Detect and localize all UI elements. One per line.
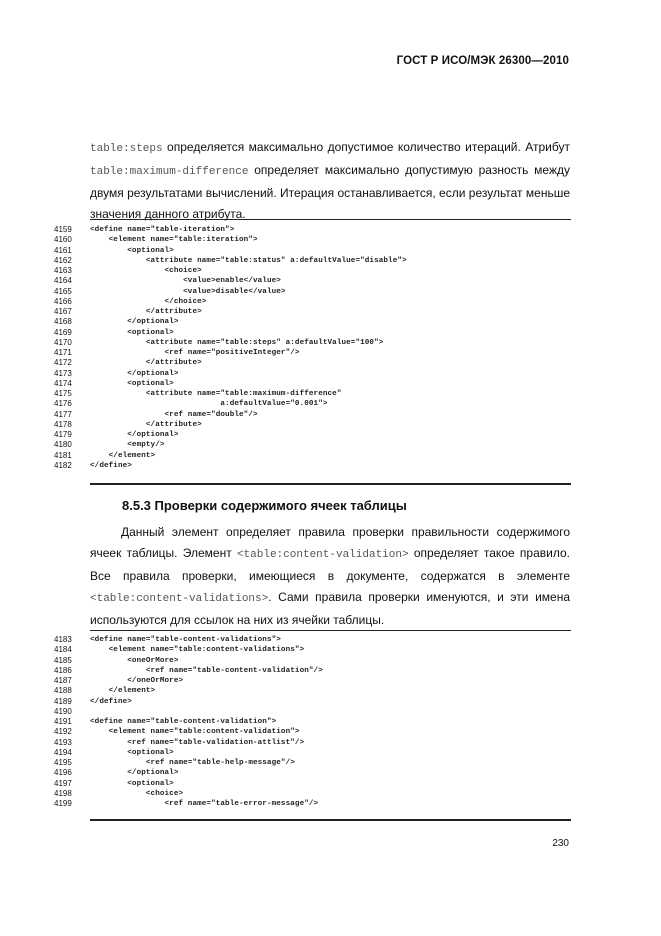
code-text: </element> — [90, 451, 156, 460]
line-number: 4192 — [54, 727, 72, 737]
line-number: 4196 — [54, 768, 72, 778]
code-line — [54, 358, 574, 368]
code-line — [54, 420, 574, 430]
code-text: </oneOrMore> — [90, 677, 184, 685]
line-number: 4165 — [54, 286, 72, 296]
line-number: 4199 — [54, 799, 72, 808]
code-text: </optional> — [90, 431, 179, 439]
code-text: <oneOrMore> — [90, 656, 179, 665]
code-line — [54, 686, 574, 696]
code-text: <ref name="table-validation-attlist"/> — [90, 738, 305, 747]
code-text: <attribute name="table:steps" a:defaultValue="100"> — [90, 338, 384, 347]
code-line — [54, 276, 574, 286]
code-line — [54, 789, 574, 799]
code-text: a:defaultValue="0.001"> — [90, 400, 328, 409]
code-text: </optional> — [90, 318, 179, 327]
line-number: 4174 — [54, 378, 72, 388]
line-number: 4181 — [54, 450, 72, 460]
section-heading: 8.5.3 Проверки содержимого ячеек таблицы — [122, 498, 407, 513]
code-text: <define name="table-content-validation"> — [90, 718, 277, 726]
line-number: 4190 — [54, 706, 72, 716]
code-line — [54, 656, 574, 666]
code-block-iteration — [54, 225, 574, 471]
code-line — [54, 328, 574, 338]
paragraph-text: Данный элемент определяет правила проверки правильности содержимого ячеек таблицы. Элемент — [90, 525, 570, 560]
line-number: 4173 — [54, 368, 72, 378]
line-number: 4193 — [54, 737, 72, 747]
code-text: </define> — [90, 461, 132, 470]
code-line — [54, 451, 574, 461]
line-number: 4183 — [54, 635, 72, 644]
inline-code: table:steps — [90, 143, 163, 155]
inline-code: <table:content-validation> — [236, 549, 409, 561]
inline-code: <table:content-validations> — [90, 593, 269, 605]
code-line — [54, 697, 574, 707]
line-number: 4186 — [54, 665, 72, 675]
code-line — [54, 410, 574, 420]
line-number: 4179 — [54, 430, 72, 439]
code-line — [54, 338, 574, 348]
code-line — [54, 666, 574, 676]
code-line — [54, 758, 574, 768]
inline-code: table:maximum-difference — [90, 166, 249, 178]
code-text: <ref name="table-error-message"/> — [90, 800, 319, 808]
line-number: 4172 — [54, 358, 72, 368]
line-number: 4189 — [54, 696, 72, 706]
code-block-bottom-rule — [90, 483, 571, 485]
code-text: <attribute name="table:status" a:defaultValue="disable"> — [90, 256, 407, 265]
code-text: </define> — [90, 697, 132, 706]
code-line — [54, 246, 574, 256]
line-number: 4191 — [54, 717, 72, 726]
code-block-top-rule — [90, 630, 571, 631]
line-number: 4164 — [54, 276, 72, 286]
code-text: <optional> — [90, 779, 174, 788]
paragraph-content-validation — [90, 522, 570, 631]
code-block-top-rule — [90, 219, 571, 220]
line-number: 4160 — [54, 235, 72, 245]
code-text: <ref name="table-content-validation"/> — [90, 666, 323, 675]
code-text: </optional> — [90, 769, 179, 778]
code-text: <define name="table-iteration"> — [90, 226, 235, 234]
line-number: 4161 — [54, 245, 72, 255]
code-line — [54, 748, 574, 758]
code-line — [54, 287, 574, 297]
code-line — [54, 645, 574, 655]
line-number: 4163 — [54, 266, 72, 275]
code-text: </element> — [90, 687, 156, 696]
line-number: 4162 — [54, 255, 72, 265]
code-text: <optional> — [90, 328, 174, 337]
code-line — [54, 799, 574, 809]
code-line — [54, 440, 574, 450]
line-number: 4188 — [54, 686, 72, 696]
line-number: 4176 — [54, 399, 72, 409]
code-line — [54, 768, 574, 778]
code-text: <value>enable</value> — [90, 277, 281, 286]
code-text: <empty/> — [90, 441, 165, 450]
line-number: 4175 — [54, 389, 72, 398]
code-line — [54, 256, 574, 266]
code-text: <choice> — [90, 789, 184, 798]
paragraph-text: определяет максимально допустимую разность между двумя результатами вычислений. Итерация останавливается, если результат меньше значения данного атрибута. — [90, 163, 570, 221]
code-line — [54, 707, 574, 717]
code-line — [54, 369, 574, 379]
line-number: 4182 — [54, 460, 72, 470]
code-line — [54, 225, 574, 235]
code-text: <attribute name="table:maximum-difference" — [90, 390, 342, 398]
line-number: 4194 — [54, 747, 72, 757]
code-line — [54, 738, 574, 748]
paragraph-iteration — [90, 137, 570, 225]
paragraph-text: определяется максимально допустимое количество итераций. Атрибут — [162, 140, 570, 154]
line-number: 4167 — [54, 307, 72, 316]
code-line — [54, 717, 574, 727]
code-line — [54, 348, 574, 358]
line-number: 4185 — [54, 655, 72, 665]
code-line — [54, 235, 574, 245]
code-block-content-validation — [54, 635, 574, 809]
code-line — [54, 399, 574, 409]
code-line — [54, 317, 574, 327]
code-line — [54, 379, 574, 389]
code-text: <define name="table-content-validations"> — [90, 636, 281, 644]
code-line — [54, 779, 574, 789]
code-text: <value>disable</value> — [90, 287, 286, 296]
code-line — [54, 635, 574, 645]
line-number: 4159 — [54, 225, 72, 234]
code-line — [54, 307, 574, 317]
code-line — [54, 389, 574, 399]
code-text: <element name="table:iteration"> — [90, 236, 258, 245]
code-text: <optional> — [90, 379, 174, 388]
line-number: 4197 — [54, 778, 72, 788]
code-text: <ref name="double"/> — [90, 410, 258, 419]
line-number: 4166 — [54, 296, 72, 306]
paragraph-text: . Сами правила проверки именуются, и эти имена используются для ссылок на них из ячейки таблицы. — [90, 590, 570, 627]
code-text: </attribute> — [90, 420, 202, 429]
code-block-bottom-rule — [90, 819, 571, 821]
code-text: <ref name="table-help-message"/> — [90, 759, 295, 767]
code-line — [54, 430, 574, 440]
line-number: 4168 — [54, 317, 72, 327]
code-line — [54, 297, 574, 307]
page-number: 230 — [552, 838, 569, 849]
line-number: 4171 — [54, 348, 72, 357]
code-line — [54, 676, 574, 686]
line-number: 4198 — [54, 788, 72, 798]
code-text: <optional> — [90, 748, 174, 757]
code-text: <choice> — [90, 267, 202, 275]
line-number: 4187 — [54, 676, 72, 685]
line-number: 4177 — [54, 409, 72, 419]
code-line — [54, 727, 574, 737]
code-text: </attribute> — [90, 359, 202, 368]
code-text: </choice> — [90, 297, 207, 306]
page-header-title: ГОСТ Р ИСО/МЭК 26300—2010 — [396, 55, 569, 67]
code-text: </optional> — [90, 369, 179, 378]
code-text: <optional> — [90, 246, 174, 255]
line-number: 4180 — [54, 440, 72, 450]
line-number: 4169 — [54, 327, 72, 337]
code-text: <element name="table:content-validations"> — [90, 646, 305, 655]
code-line — [54, 266, 574, 276]
code-line — [54, 461, 574, 471]
paragraph-text: определяет такое правило. Все правила проверки, имеющиеся в документе, содержатся в элементе — [90, 546, 570, 583]
line-number: 4170 — [54, 337, 72, 347]
line-number: 4178 — [54, 419, 72, 429]
code-text: </attribute> — [90, 308, 202, 316]
code-text: <ref name="positiveInteger"/> — [90, 349, 300, 357]
code-text: <element name="table:content-validation"> — [90, 728, 300, 737]
line-number: 4184 — [54, 645, 72, 655]
line-number: 4195 — [54, 758, 72, 767]
